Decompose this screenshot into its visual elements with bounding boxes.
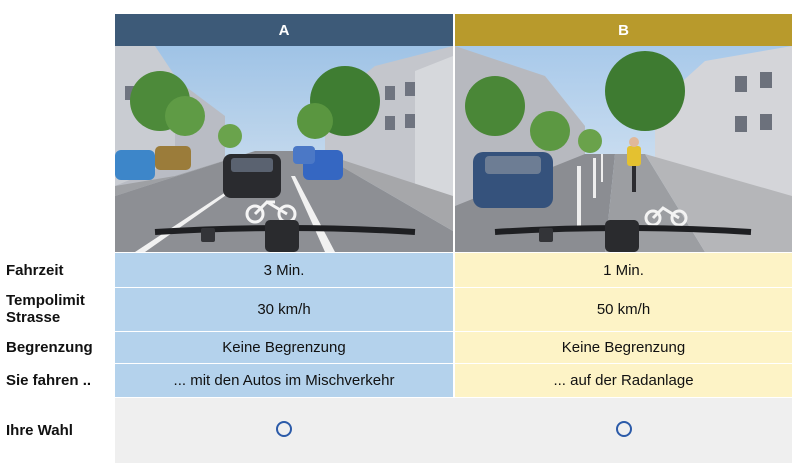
cell-a-travel-time: 3 Min. <box>263 261 305 279</box>
row-label-you-ride <box>6 363 114 397</box>
scenario-a-image <box>115 46 453 252</box>
row-label-travel-time <box>6 253 114 287</box>
row-label-choice <box>6 397 114 463</box>
cell-a-separation: Keine Begrenzung <box>222 338 346 356</box>
row-label-speed-limit-line1: Tempolimit <box>6 292 85 309</box>
cell-b-travel-time: 1 Min. <box>603 261 644 279</box>
row-label-you-ride-text: Sie fahren .. <box>6 371 92 389</box>
row-label-separation-text: Begrenzung <box>6 338 93 356</box>
column-header-a-label: A <box>278 21 290 39</box>
row-label-speed-limit-line2: Strasse <box>6 309 61 326</box>
scenario-b-image <box>455 46 792 252</box>
column-header-a <box>115 14 453 46</box>
column-header-b <box>455 14 792 46</box>
column-header-b-label: B <box>618 21 629 39</box>
choice-b-radio[interactable] <box>616 421 632 437</box>
cell-b-you-ride: ... auf der Radanlage <box>553 371 694 389</box>
choice-a-radio[interactable] <box>276 421 292 437</box>
choice-b-cell <box>455 397 792 463</box>
cell-a-speed-limit: 30 km/h <box>257 300 311 318</box>
cell-a-you-ride: ... mit den Autos im Mischverkehr <box>173 371 395 389</box>
choice-a-cell <box>115 397 453 463</box>
cell-b-speed-limit: 50 km/h <box>596 300 651 318</box>
cell-b-separation: Keine Begrenzung <box>561 338 686 356</box>
row-label-separation <box>6 331 114 363</box>
row-label-speed-limit <box>6 287 114 331</box>
row-label-travel-time-text: Fahrzeit <box>6 261 64 279</box>
row-label-choice-text: Ihre Wahl <box>6 421 73 439</box>
